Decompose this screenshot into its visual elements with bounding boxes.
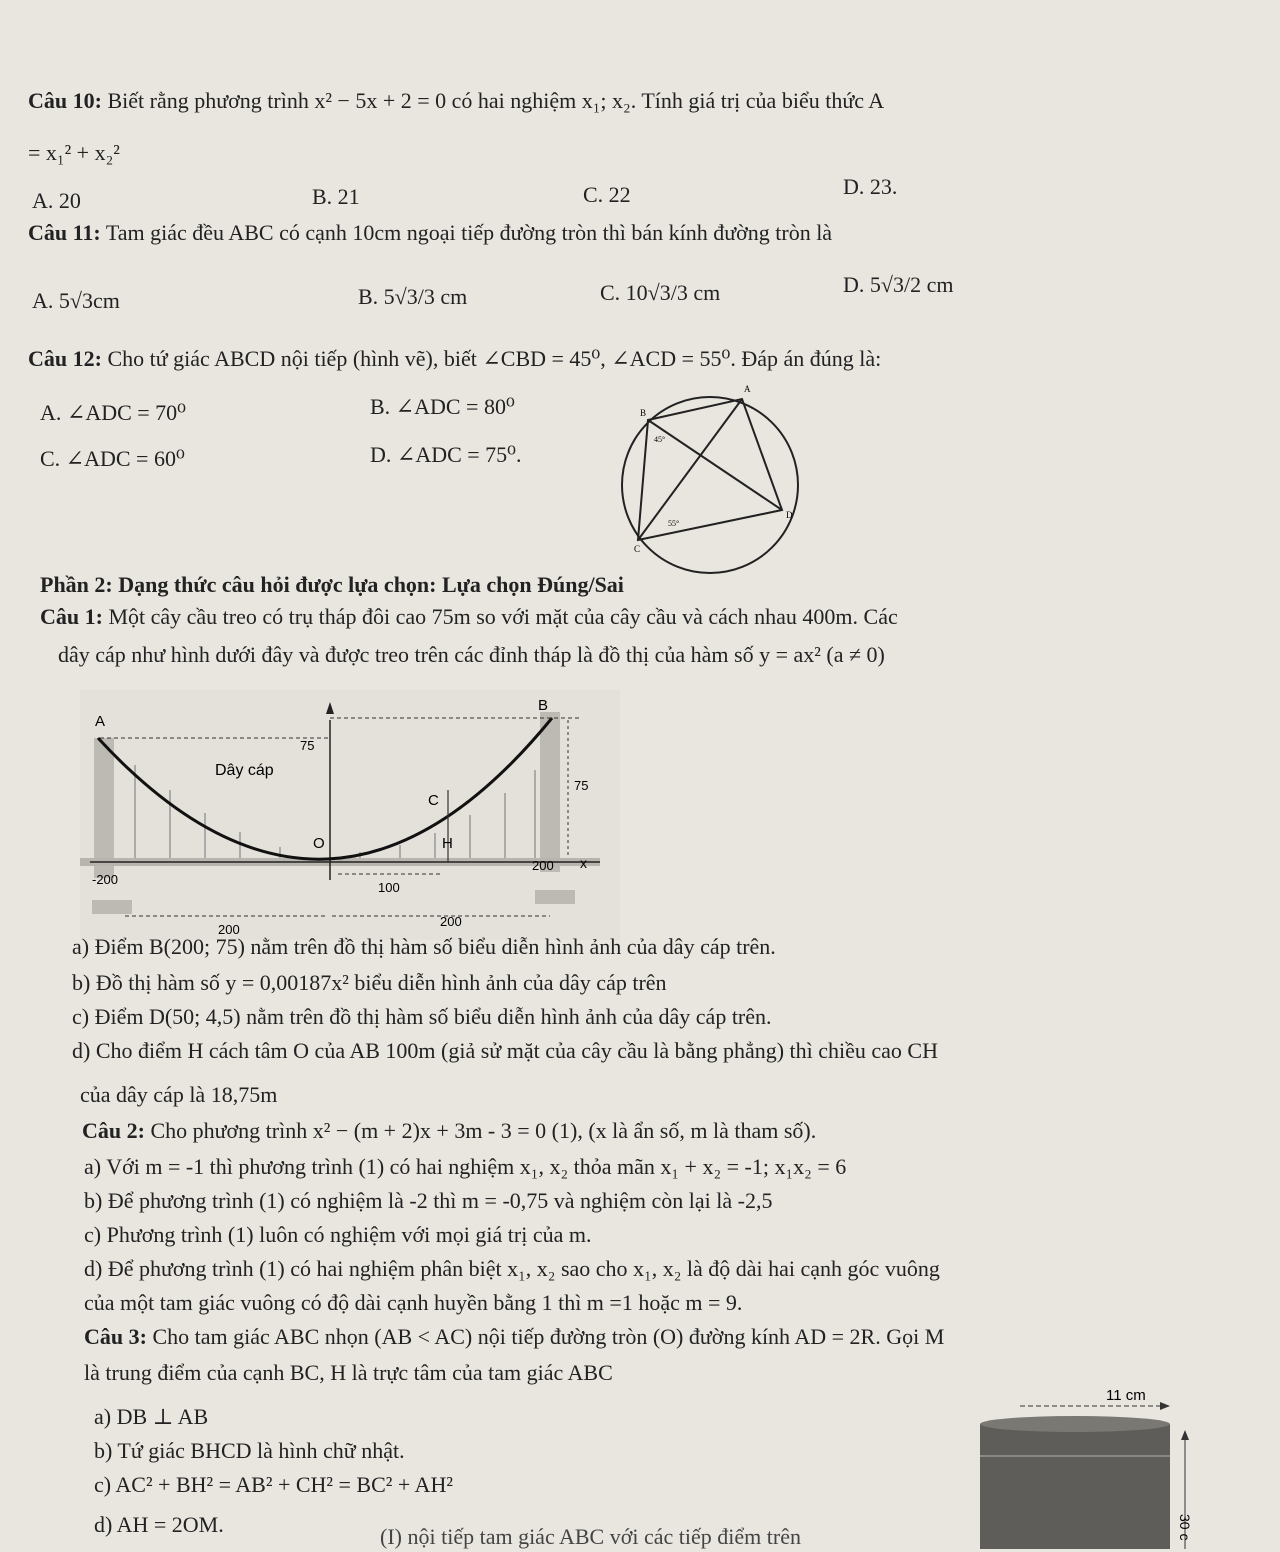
dim-200-left: 200 [218, 922, 240, 937]
c1-head: Câu 1: [40, 604, 103, 629]
part2-title: Phần 2: Dạng thức câu hỏi được lựa chọn: Lựa chọn Đúng/Sai [40, 572, 624, 597]
label-b: B [640, 408, 647, 418]
diagonal-bd [648, 420, 782, 510]
label-x: x [580, 855, 587, 871]
label-C: C [428, 792, 439, 809]
c1-item-c: c) Điểm D(50; 4,5) nằm trên đồ thị hàm số biểu diễn hình ảnh của dây cáp trên. [72, 1004, 772, 1029]
c2-item-c: c) Phương trình (1) luôn có nghiệm với mọi giá trị của m. [84, 1222, 592, 1247]
label-a: A [744, 384, 751, 394]
label-75-right: 75 [574, 778, 589, 793]
q12-line [28, 344, 1260, 374]
left-tower [94, 738, 114, 878]
q12-option-d: D. ∠ADC = 75⁰. [370, 442, 522, 467]
c2-head: Câu 2: [82, 1118, 145, 1143]
label-angle-55: 55° [668, 519, 680, 528]
c1-line1 [40, 602, 1260, 632]
c1-item-b: b) Đồ thị hàm số y = 0,00187x² biểu diễn hình ảnh của dây cáp trên [72, 970, 667, 995]
q10-line [28, 86, 1260, 116]
c1-line2: dây cáp như hình dưới đây và được treo trên các đỉnh tháp là đồ thị của hàm số y = ax² (a ≠ 0) [58, 642, 885, 667]
q11-option-c: C. 10√3/3 cm [600, 280, 721, 305]
c3-line2: là trung điểm của cạnh BC, H là trực tâm của tam giác ABC [84, 1360, 613, 1385]
left-tower-base [92, 900, 132, 914]
tick-neg200: -200 [92, 872, 119, 887]
label-75-left: 75 [300, 738, 315, 753]
c2-item-d: d) Để phương trình (1) có hai nghiệm phân biệt x₁, x₂ sao cho x₁, x₂ là độ dài hai cạnh góc vuông [84, 1256, 940, 1281]
q12-head: Câu 12: [28, 346, 102, 371]
c3-item-b: b) Tứ giác BHCD là hình chữ nhật. [94, 1438, 405, 1463]
right-tower [540, 712, 560, 872]
dim-100: 100 [378, 880, 400, 895]
c3-head: Câu 3: [84, 1324, 147, 1349]
q10-text: Biết rằng phương trình x² − 5x + 2 = 0 có hai nghiệm x₁; x₂. Tính giá trị của biểu thức A [107, 88, 885, 113]
q12-option-c: C. ∠ADC = 60⁰ [40, 446, 185, 471]
cylinder-body [980, 1424, 1170, 1549]
c2-item-b: b) Để phương trình (1) có nghiệm là -2 thì m = -0,75 và nghiệm còn lại là -2,5 [84, 1188, 773, 1213]
q12-option-a: A. ∠ADC = 70⁰ [40, 400, 186, 425]
c2-text: Cho phương trình x² − (m + 2)x + 3m - 3 = 0 (1), (x là ẩn số, m là tham số). [150, 1118, 817, 1143]
q11-head: Câu 11: [28, 220, 101, 245]
label-c: C [634, 544, 641, 554]
c1-item-a: a) Điểm B(200; 75) nằm trên đồ thị hàm số biểu diễn hình ảnh của dây cáp trên. [72, 934, 776, 959]
label-H: H [442, 835, 453, 852]
label-O: O [313, 835, 325, 852]
label-B: B [538, 697, 549, 714]
right-tower-base [535, 890, 575, 904]
width-label: 11 cm [1106, 1387, 1146, 1404]
c3-text1: Cho tam giác ABC nhọn (AB < AC) nội tiếp đường tròn (O) đường kính AD = 2R. Gọi M [152, 1324, 945, 1349]
c3-item-d: d) AH = 2OM. [94, 1512, 224, 1537]
label-cable: Dây cáp [215, 762, 274, 779]
c3-line1 [84, 1322, 1260, 1352]
q12-text: Cho tứ giác ABCD nội tiếp (hình vẽ), biết ∠CBD = 45⁰, ∠ACD = 55⁰. Đáp án đúng là: [107, 346, 882, 371]
q11-text: Tam giác đều ABC có cạnh 10cm ngoại tiếp đường tròn thì bán kính đường tròn là [105, 220, 833, 245]
cylinder-top [980, 1416, 1170, 1432]
c3-item-a: a) DB ⊥ AB [94, 1404, 209, 1429]
label-angle-45: 45° [654, 435, 666, 444]
q10-option-c: C. 22 [583, 182, 631, 207]
q10-continuation: = x₁² + x₂² [28, 140, 120, 165]
dim-200-right: 200 [440, 914, 462, 929]
q10-option-d: D. 23. [843, 174, 898, 199]
q12-circle-figure [610, 380, 810, 580]
q11-option-b: B. 5√3/3 cm [358, 284, 468, 309]
q11-option-a: A. 5√3cm [32, 288, 120, 313]
c2-item-d-cont: của một tam giác vuông có độ dài cạnh huyền bằng 1 thì m =1 hoặc m = 9. [84, 1290, 743, 1315]
q11-line [28, 218, 1260, 248]
q12-option-b: B. ∠ADC = 80⁰ [370, 394, 515, 419]
c2-line [82, 1116, 1260, 1146]
c1-item-d: d) Cho điểm H cách tâm O của AB 100m (giả sử mặt của cây cầu là bằng phẳng) thì chiều cao CH [72, 1038, 938, 1063]
tick-200: 200 [532, 858, 554, 873]
c1-item-d-cont: của dây cáp là 18,75m [80, 1082, 278, 1107]
q10-option-b: B. 21 [312, 184, 360, 209]
q10-option-a: A. 20 [32, 188, 81, 213]
c1-text1: Một cây cầu treo có trụ tháp đôi cao 75m so với mặt của cây cầu và cách nhau 400m. Các [108, 604, 898, 629]
c3-item-c: c) AC² + BH² = AB² + CH² = BC² + AH² [94, 1472, 453, 1497]
c3-cut-line: (I) nội tiếp tam giác ABC với các tiếp điểm trên [380, 1524, 801, 1549]
quadrilateral-abcd [638, 399, 782, 540]
q11-option-d: D. 5√3/2 cm [843, 272, 954, 297]
height-label: 30 c [1177, 1514, 1193, 1541]
label-d: D [786, 510, 793, 520]
label-A: A [95, 713, 106, 730]
q10-head: Câu 10: [28, 88, 102, 113]
cylinder-figure [960, 1384, 1220, 1549]
bridge-figure [80, 690, 620, 940]
diagonal-ac [638, 399, 742, 540]
c2-item-a: a) Với m = -1 thì phương trình (1) có hai nghiệm x₁, x₂ thỏa mãn x₁ + x₂ = -1; x₁x₂ = 6 [84, 1154, 847, 1179]
